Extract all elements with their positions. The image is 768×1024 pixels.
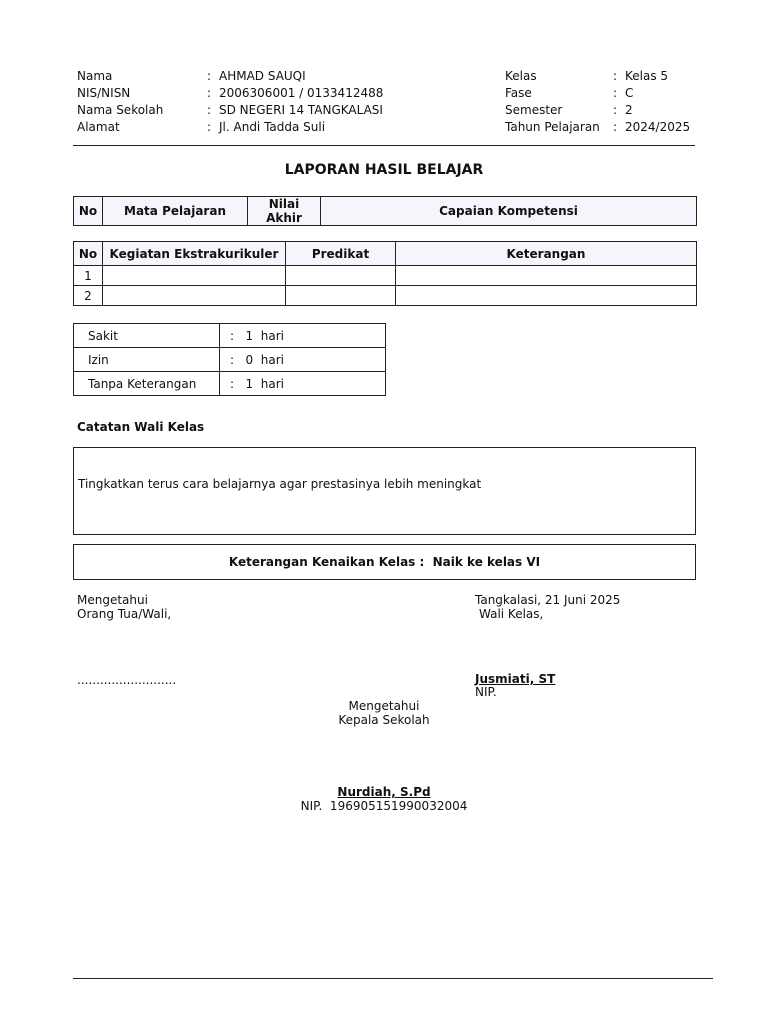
col-header-no: No (74, 197, 103, 226)
promotion-box: Keterangan Kenaikan Kelas : Naik ke kelas VI (73, 544, 696, 580)
school-name: SD NEGERI 14 TANGKALASI (219, 103, 383, 117)
class-value: Kelas 5 (625, 69, 669, 83)
row-note (396, 286, 697, 306)
student-nis: 2006306001 / 0133412488 (219, 86, 384, 100)
colon: : (207, 69, 212, 83)
year-label: Tahun Pelajaran (505, 120, 600, 134)
address-label: Alamat (77, 120, 120, 134)
page-title: LAPORAN HASIL BELAJAR (284, 162, 484, 178)
attendance-label-sick: Sakit (74, 324, 220, 348)
attendance-table (73, 323, 386, 396)
table-row (74, 286, 697, 306)
principal-line1: Mengetahui (348, 699, 420, 713)
principal-name: Nurdiah, S.Pd (337, 785, 431, 799)
table-header-row (74, 197, 697, 226)
parent-line2: Orang Tua/Wali, (77, 607, 172, 621)
phase-value: C (625, 86, 634, 100)
colon: : (613, 103, 618, 117)
footer-divider (73, 978, 713, 979)
principal-line2: Kepala Sekolah (338, 713, 430, 727)
school-label: Nama Sekolah (77, 103, 164, 117)
colon: : (613, 69, 618, 83)
principal-nip: NIP. 196905151990032004 (300, 799, 468, 813)
semester-label: Semester (505, 103, 563, 117)
class-label: Kelas (505, 69, 537, 83)
place-date: Tangkalasi, 21 Juni 2025 (475, 593, 621, 607)
year-value: 2024/2025 (625, 120, 691, 134)
address-value: Jl. Andi Tadda Suli (219, 120, 326, 134)
header-divider (73, 145, 695, 146)
teacher-nip: NIP. (475, 685, 497, 699)
row-grade (286, 286, 396, 306)
col-header-activity: Kegiatan Ekstrakurikuler (103, 242, 286, 266)
table-row (74, 372, 386, 396)
nis-label: NIS/NISN (77, 86, 131, 100)
extracurricular-table (73, 241, 697, 306)
table-row (74, 324, 386, 348)
notes-label: Catatan Wali Kelas (77, 420, 205, 434)
col-header-grade: Predikat (286, 242, 396, 266)
phase-label: Fase (505, 86, 532, 100)
semester-value: 2 (625, 103, 633, 117)
col-header-subject: Mata Pelajaran (103, 197, 248, 226)
student-name: AHMAD SAUQI (219, 69, 306, 83)
row-activity (103, 266, 286, 286)
colon: : (613, 86, 618, 100)
colon: : (207, 103, 212, 117)
teacher-name: Jusmiati, ST (475, 672, 556, 686)
table-row (74, 266, 697, 286)
parent-line1: Mengetahui (77, 593, 148, 607)
attendance-value-sick: : 1 hari (220, 324, 386, 348)
row-no: 2 (74, 286, 103, 306)
table-row (74, 348, 386, 372)
attendance-value-absent: : 1 hari (220, 372, 386, 396)
colon: : (207, 120, 212, 134)
col-header-note: Keterangan (396, 242, 697, 266)
attendance-label-absent: Tanpa Keterangan (74, 372, 220, 396)
teacher-title: Wali Kelas, (479, 607, 544, 621)
colon: : (207, 86, 212, 100)
col-header-competency: Capaian Kompetensi (321, 197, 697, 226)
col-header-no: No (74, 242, 103, 266)
name-label: Nama (77, 69, 113, 83)
parent-signature-line: .......................... (77, 673, 177, 687)
notes-box (73, 447, 696, 535)
subjects-table (73, 196, 697, 226)
col-header-score: Nilai Akhir (248, 197, 321, 226)
notes-text: Tingkatkan terus cara belajarnya agar prestasinya lebih meningkat (78, 477, 482, 491)
row-no: 1 (74, 266, 103, 286)
attendance-value-permit: : 0 hari (220, 348, 386, 372)
table-header-row (74, 242, 697, 266)
attendance-label-permit: Izin (74, 348, 220, 372)
row-note (396, 266, 697, 286)
row-activity (103, 286, 286, 306)
row-grade (286, 266, 396, 286)
colon: : (613, 120, 618, 134)
